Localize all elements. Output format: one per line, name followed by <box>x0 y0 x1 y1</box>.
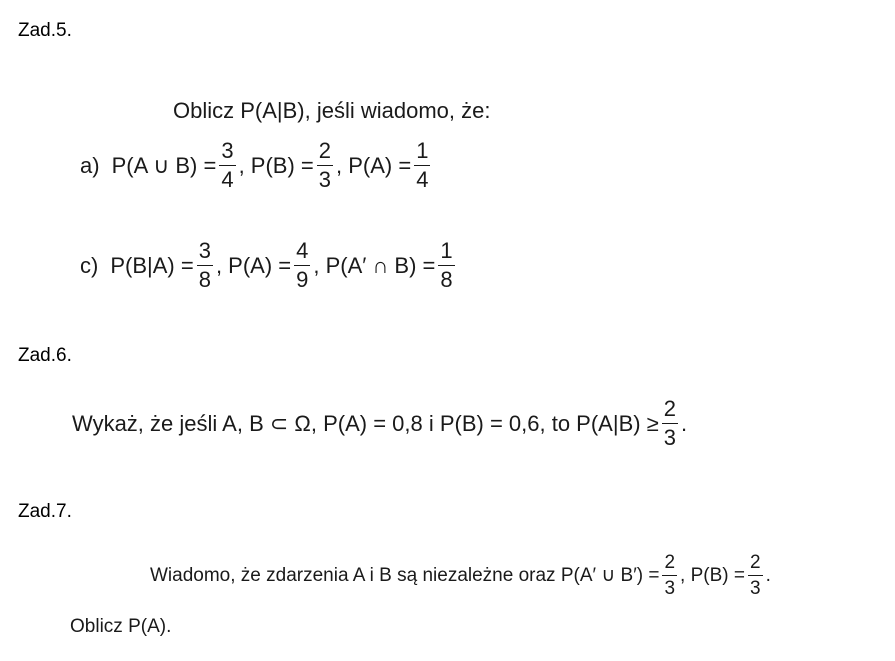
zad5-instruction: Oblicz P(A|B), jeśli wiadomo, że: <box>173 98 491 123</box>
zad7-heading: Zad.7. <box>18 501 72 522</box>
item-c-fraction-3: $\frac{1}{8}$ <box>440 238 453 292</box>
item-a-text-1: P(A ∪ B) = <box>111 152 217 178</box>
zad7-text-1: Wiadomo, że zdarzenia A i B są niezależne oraz P(A′ ∪ B′) = <box>150 565 660 586</box>
item-a-fraction-3: $\frac{1}{4}$ <box>416 138 429 192</box>
zad7-statement <box>150 553 771 598</box>
zad7-period: . <box>765 564 771 586</box>
zad6-fraction: $\frac{2}{3}$ <box>663 396 677 450</box>
item-a-text-3: , P(A) = <box>336 152 412 178</box>
zad5-heading: Zad.5. <box>18 20 72 41</box>
item-c-label: c) <box>80 252 99 278</box>
zad7-fraction-2: $\frac{2}{3}$ <box>749 552 761 599</box>
zad6-text: Wykaż, że jeśli A, B ⊂ Ω, P(A) = 0,8 i P(B) = 0,6, to P(A|B) ≥ <box>72 410 659 436</box>
item-a-fraction-2: $\frac{2}{3}$ <box>318 138 331 192</box>
zad7-text-2: , P(B) = <box>680 564 745 586</box>
item-a-fraction-1: $\frac{3}{4}$ <box>221 138 234 192</box>
zad5-item-c <box>80 240 458 291</box>
item-a-label: a) <box>80 152 100 178</box>
zad5-item-a <box>80 140 433 191</box>
zad7-fraction-1: $\frac{2}{3}$ <box>664 552 676 599</box>
zad6-heading: Zad.6. <box>18 345 72 366</box>
zad6-period: . <box>681 410 688 436</box>
item-c-text-3: , P(A′ ∩ B) = <box>313 252 436 278</box>
item-a-text-2: , P(B) = <box>238 152 314 178</box>
zad6-statement <box>72 398 687 449</box>
zad7-question: Oblicz P(A). <box>70 616 172 637</box>
item-c-fraction-2: $\frac{4}{9}$ <box>296 238 309 292</box>
item-c-fraction-1: $\frac{3}{8}$ <box>198 238 211 292</box>
item-c-text-1: P(B|A) = <box>110 252 194 278</box>
item-c-text-2: , P(A) = <box>215 252 292 278</box>
